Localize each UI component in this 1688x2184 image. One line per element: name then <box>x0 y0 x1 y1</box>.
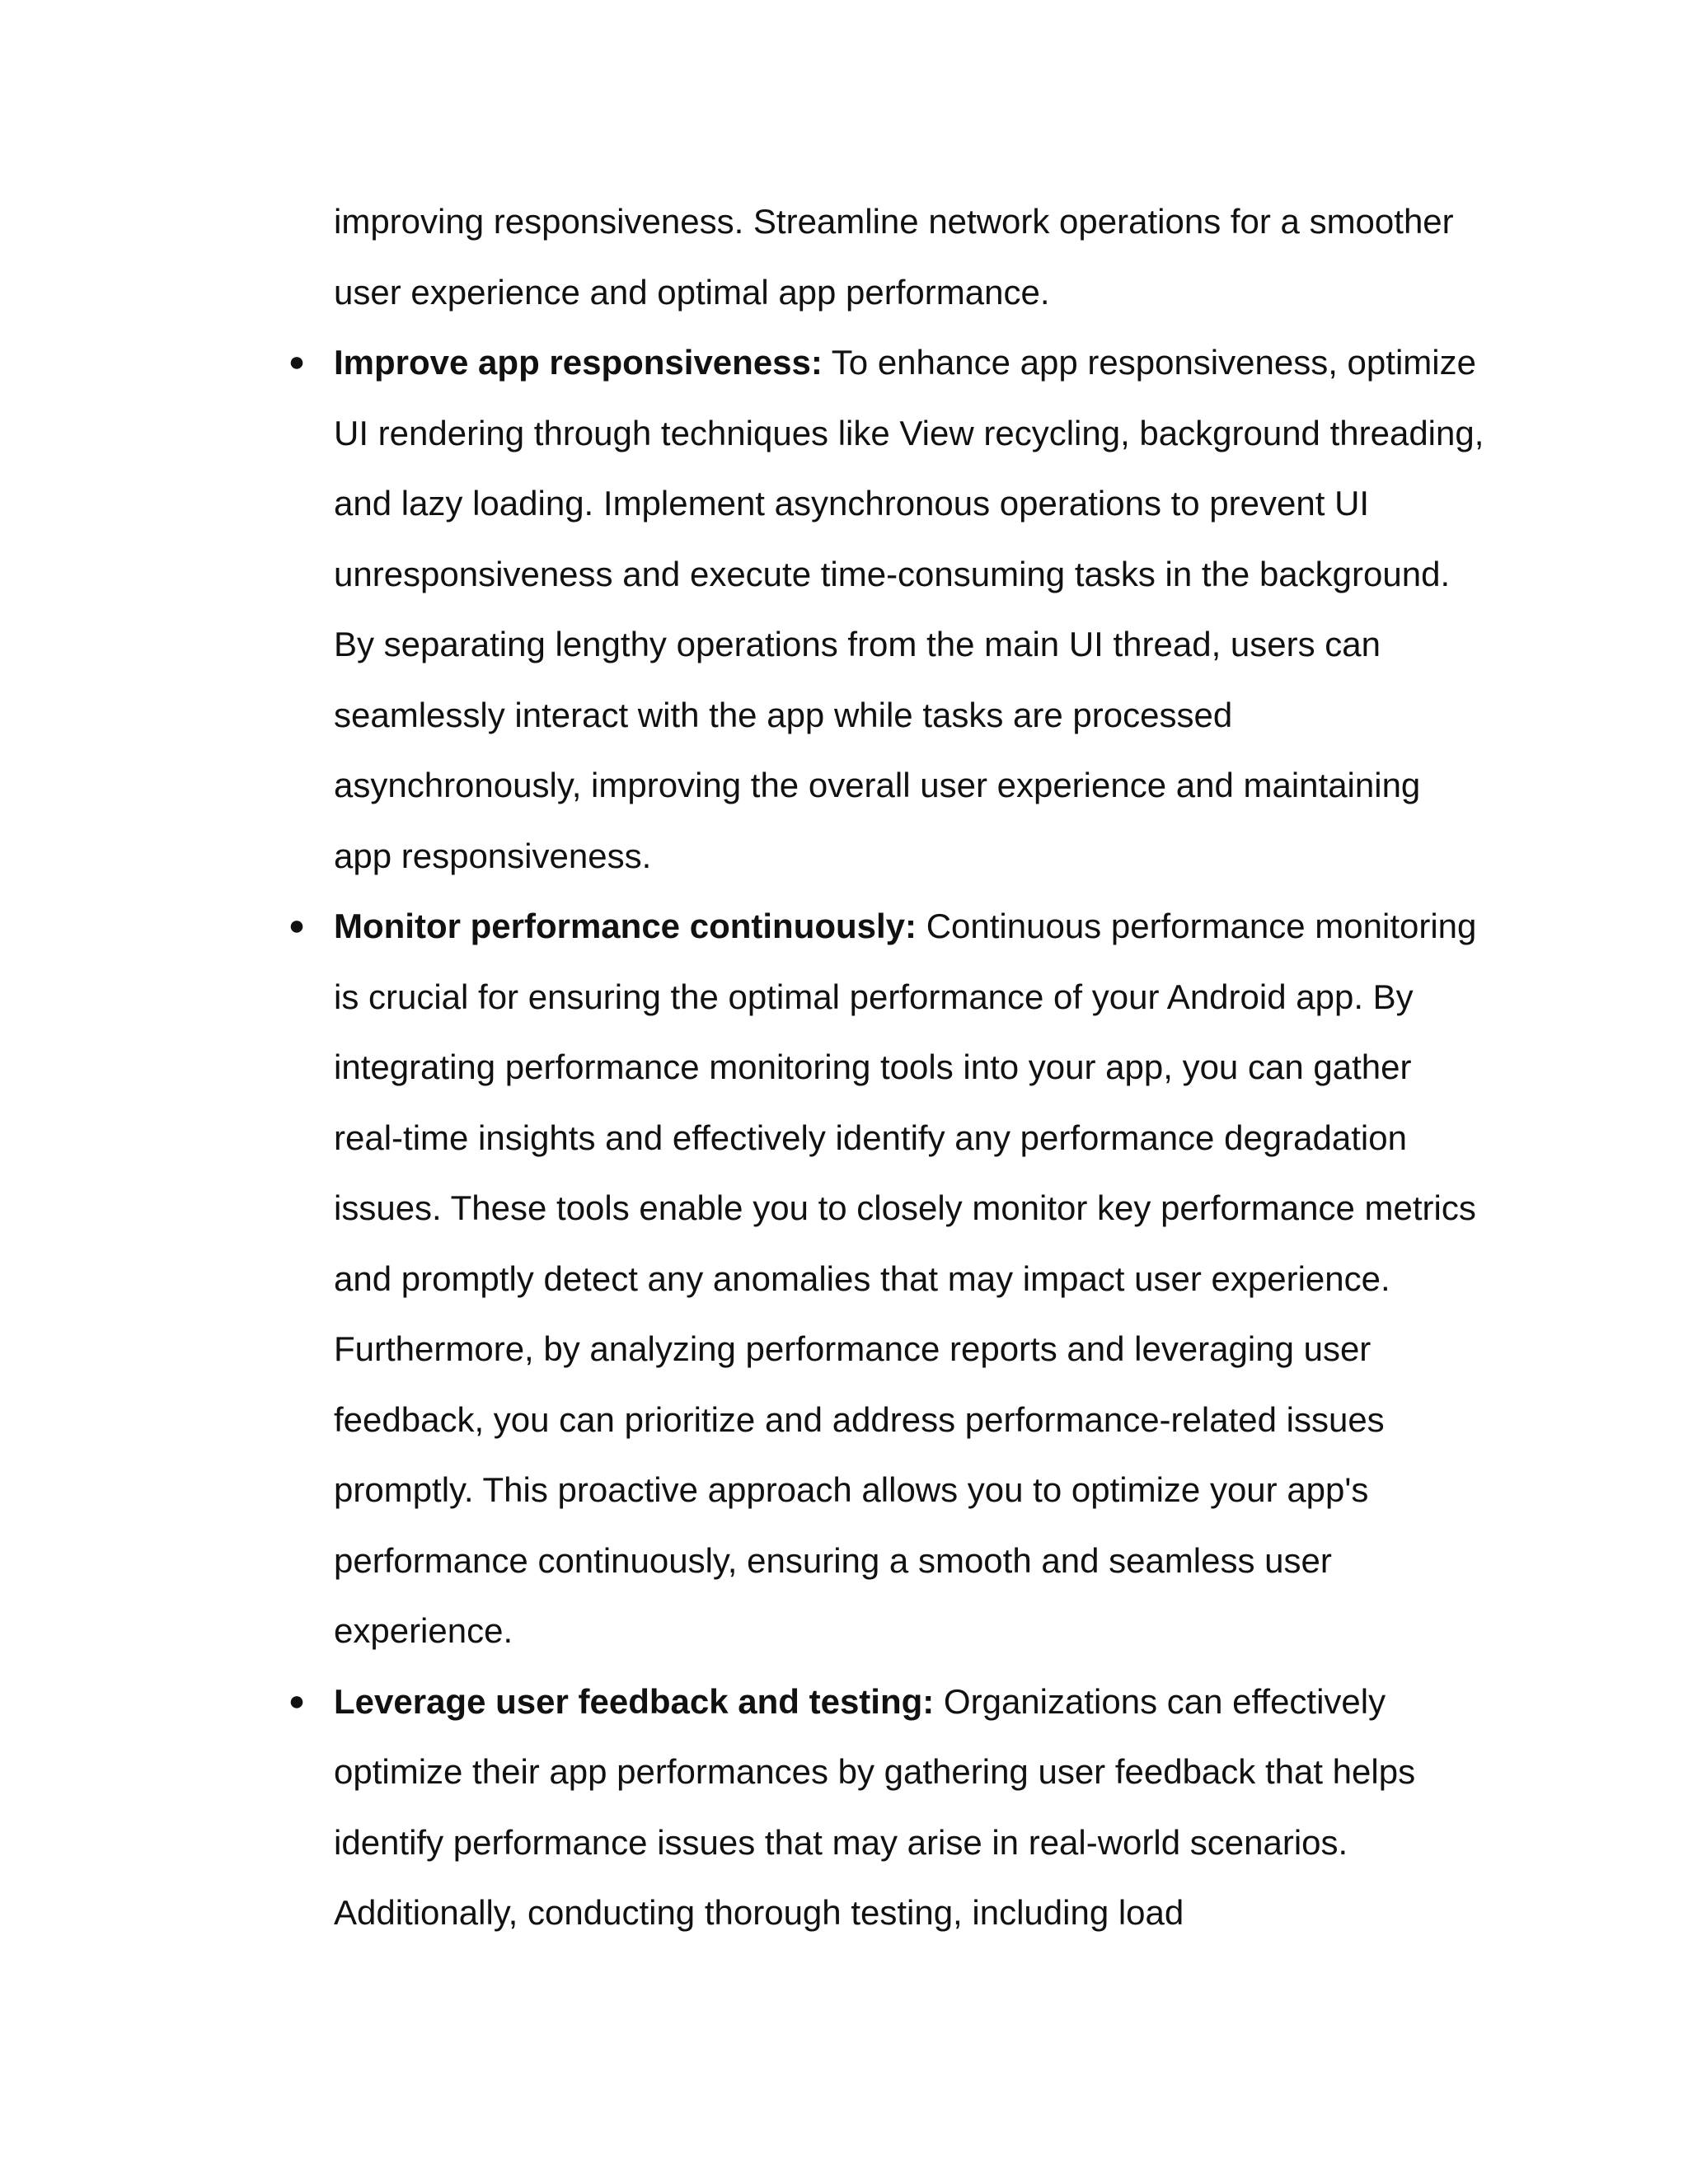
item-heading: Improve app responsiveness: <box>334 343 823 382</box>
bullet-icon: ● <box>288 1685 306 1717</box>
list-item <box>288 1666 1488 1948</box>
item-text: Continuous performance monitoring is crucial for ensuring the optimal performance of your Android app. By integrating performance monitoring tools into your app, you can gather real-time insights and effectively identify any performance degradation issues. These tools enable you to closely monitor key performance metrics and promptly detect any anomalies that may impact user experience. Furthermore, by analyzing performance reports and leveraging user feedback, you can prioritize and address performance-related issues promptly. This proactive approach allows you to optimize your app's performance continuously, ensuring a smooth and seamless user experience. <box>334 907 1477 1650</box>
bullet-list <box>288 327 1488 1948</box>
item-text: Organizations can effectively optimize their app performances by gathering user feedback that helps identify performance issues that may arise in real-world scenarios. Additionally, conducting thorough testing, including load <box>334 1681 1416 1932</box>
item-heading: Leverage user feedback and testing: <box>334 1681 935 1721</box>
bullet-icon: ● <box>288 346 306 377</box>
list-item <box>288 891 1488 1666</box>
item-text: To enhance app responsiveness, optimize UI rendering through techniques like View recycling, background threading, and lazy loading. Implement asynchronous operations to prevent UI unresponsiveness and execute time-consuming tasks in the background. By separating lengthy operations from the main UI thread, users can seamlessly interact with the app while tasks are processed asynchronously, improving the overall user experience and maintaining app responsiveness. <box>334 343 1484 875</box>
item-heading: Monitor performance continuously: <box>334 907 917 945</box>
list-item <box>288 327 1488 891</box>
bullet-icon: ● <box>288 910 306 941</box>
document-body <box>288 186 1488 1948</box>
continuation-paragraph: improving responsiveness. Streamline network operations for a smoother user experience and optimal app performance. <box>334 202 1454 312</box>
